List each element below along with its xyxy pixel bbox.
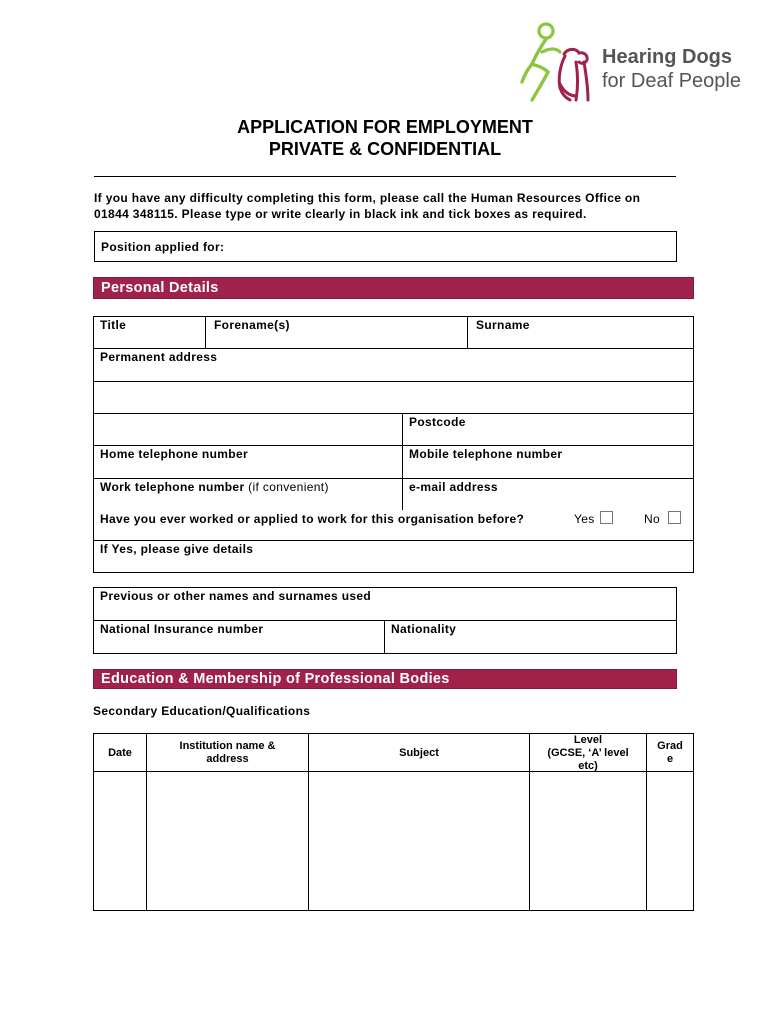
address-label: Permanent address [100,350,218,364]
mobile-phone-label: Mobile telephone number [409,447,563,461]
title-line1: APPLICATION FOR EMPLOYMENT [237,117,533,137]
title-field[interactable] [94,317,204,347]
education-grade-cell[interactable] [647,772,693,910]
email-field[interactable] [403,479,693,509]
ni-number-field[interactable] [94,621,383,653]
education-institution-cell[interactable] [147,772,308,910]
postcode-field[interactable] [403,414,693,444]
worked-before-label: Have you ever worked or applied to work for this organisation before? [100,512,525,526]
education-heading: Education & Membership of Professional Bodies [93,669,677,689]
education-date-cell[interactable] [94,772,146,910]
education-level-cell[interactable] [530,772,646,910]
position-field[interactable] [94,231,677,262]
forenames-label: Forename(s) [214,318,290,332]
mobile-phone-field[interactable] [403,446,693,477]
col-header-institution-line1: Institution name & [179,740,276,752]
secondary-education-label: Secondary Education/Qualifications [93,704,311,718]
nationality-field[interactable] [385,621,676,653]
yes-label: Yes [574,512,595,526]
ni-number-label: National Insurance number [100,622,264,636]
yes-checkbox[interactable] [600,511,613,524]
logo-line2: for Deaf People [602,70,741,92]
title-label: Title [100,318,127,332]
logo-line1: Hearing Dogs [602,46,733,68]
postcode-label: Postcode [409,415,466,429]
address-field-line3[interactable] [94,414,401,444]
previous-names-field[interactable] [94,588,676,619]
email-label: e-mail address [409,480,498,494]
col-header-institution-line2: address [206,753,249,765]
intro-line1: If you have any difficulty completing this form, please call the Human Resources Office on [94,191,641,205]
details-field[interactable] [94,541,693,572]
col-header-date: Date [108,747,132,759]
work-phone-field[interactable] [94,479,401,509]
col-header-grade-line2: e [666,753,674,765]
work-phone-label-text: Work telephone number [100,480,245,494]
details-label: If Yes, please give details [100,542,254,556]
personal-details-heading: Personal Details [93,277,694,299]
col-header-subject: Subject [399,747,439,759]
position-label: Position applied for: [101,240,225,254]
no-label: No [644,512,661,526]
col-header-grade [647,740,693,766]
education-subject-cell[interactable] [309,772,529,910]
home-phone-field[interactable] [94,446,401,477]
previous-names-label: Previous or other names and surnames used [100,589,372,603]
forenames-field[interactable] [206,317,466,347]
col-header-level-line1: Level [573,734,603,746]
col-header-grade-line1: Grad [657,740,683,752]
home-phone-label: Home telephone number [100,447,249,461]
no-checkbox[interactable] [668,511,681,524]
title-divider [94,176,676,177]
hearing-dogs-logo-icon [518,22,600,104]
col-header-level-line3: etc) [578,760,598,772]
address-field-line1[interactable] [94,349,693,380]
work-phone-note: (if convenient) [248,480,329,494]
col-header-institution [147,740,308,766]
work-phone-label [100,480,329,494]
page-title [94,116,676,160]
nationality-label: Nationality [391,622,457,636]
intro-text [94,190,640,222]
surname-field[interactable] [468,317,693,347]
col-header-level [530,734,646,773]
col-header-level-line2: (GCSE, ‘A’ level [547,747,629,759]
surname-label: Surname [476,318,530,332]
title-line2: PRIVATE & CONFIDENTIAL [268,139,502,159]
intro-line2: 01844 348115. Please type or write clearly in black ink and tick boxes as required. [94,207,587,221]
address-field-line2[interactable] [94,382,693,412]
